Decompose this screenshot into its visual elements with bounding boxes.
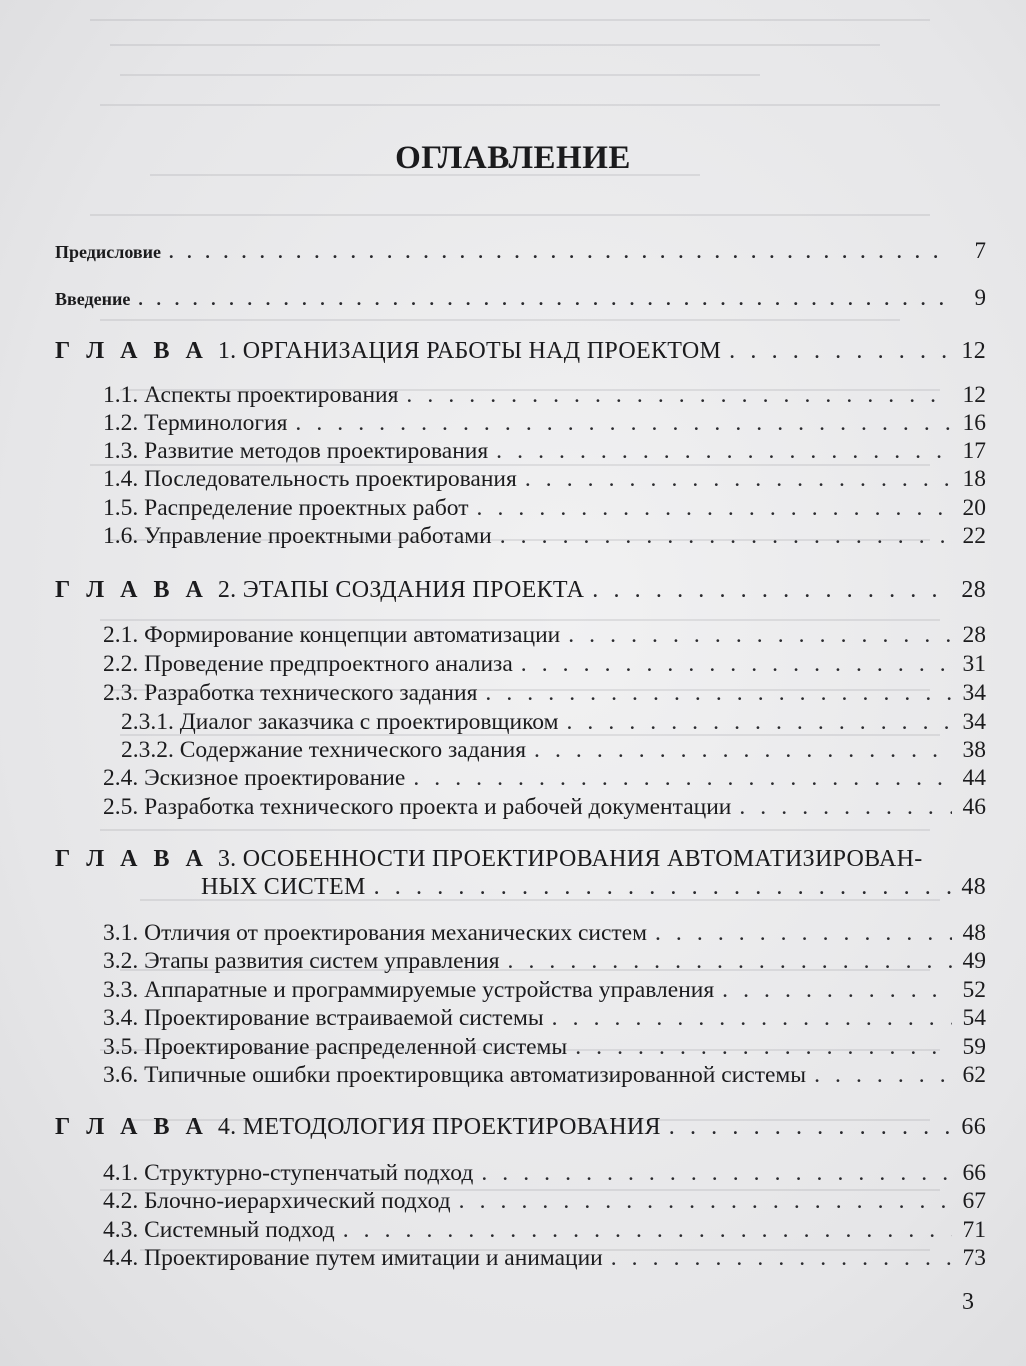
toc-label: 2.2. Проведение предпроектного анализа	[103, 651, 513, 677]
toc-label: 3.4. Проектирование встраиваемой системы	[103, 1005, 544, 1031]
chapter-title: 1. ОРГАНИЗАЦИЯ РАБОТЫ НАД ПРОЕКТОМ	[217, 338, 722, 364]
toc-chapter-2[interactable]	[55, 577, 986, 604]
toc-page-number: 12	[962, 382, 986, 408]
toc-label: 1.3. Развитие методов проектирования	[103, 438, 489, 464]
toc-label: 1.4. Последовательность проектирования	[103, 466, 517, 492]
dot-leader	[508, 948, 952, 975]
toc-chapter-4[interactable]	[55, 1114, 986, 1141]
toc-label: 4.3. Системный подход	[103, 1217, 335, 1243]
toc-label: 1.2. Терминология	[103, 410, 288, 436]
toc-page-number: 7	[974, 238, 986, 263]
toc-section-row[interactable]	[103, 651, 986, 678]
toc-page-number: 46	[962, 794, 986, 820]
toc-label: 3.6. Типичные ошибки проектировщика автоматизированной системы	[103, 1062, 807, 1088]
dot-leader	[552, 1005, 952, 1032]
toc-label: 2.3. Разработка технического задания	[103, 680, 478, 706]
dot-leader	[169, 242, 952, 263]
chapter-heading	[55, 1114, 661, 1141]
toc-label: 4.2. Блочно-иерархический подход	[103, 1188, 451, 1214]
toc-page-number: 44	[962, 765, 986, 791]
dot-leader	[496, 438, 952, 465]
toc-label: 2.1. Формирование концепции автоматизации	[103, 622, 561, 648]
toc-section-row[interactable]	[103, 920, 986, 947]
toc-page-number: 66	[961, 1114, 986, 1140]
toc-page-number: 28	[962, 622, 986, 648]
toc-section-row[interactable]	[103, 794, 986, 821]
toc-label: 2.5. Разработка технического проекта и рабочей документации	[103, 794, 732, 820]
toc-section-row[interactable]	[103, 382, 986, 409]
dot-leader	[138, 289, 952, 310]
toc-section-row[interactable]	[103, 1062, 986, 1089]
toc-subsection-row[interactable]	[121, 737, 986, 764]
page-title: ОГЛАВЛЕНИЕ	[395, 140, 631, 176]
toc-section-row[interactable]	[103, 410, 986, 437]
toc-page-number: 17	[962, 438, 986, 464]
toc-page-number: 31	[962, 651, 986, 677]
toc-page-number: 54	[962, 1005, 986, 1031]
dot-leader	[611, 1245, 952, 1272]
dot-leader	[814, 1062, 952, 1089]
toc-page-number: 34	[962, 680, 986, 706]
chapter-title: 3. ОСОБЕННОСТИ ПРОЕКТИРОВАНИЯ АВТОМАТИЗИРОВАН-	[217, 846, 923, 872]
toc-label: 1.1. Аспекты проектирования	[103, 382, 399, 408]
toc-subsection-row[interactable]	[121, 709, 986, 736]
toc-section-row[interactable]	[103, 948, 986, 975]
toc-section-row[interactable]	[103, 1217, 986, 1244]
toc-page-number: 49	[962, 948, 986, 974]
dot-leader	[485, 680, 952, 707]
dot-leader	[655, 920, 952, 947]
chapter-word: Г Л А В А	[55, 577, 208, 603]
dot-leader	[500, 523, 952, 550]
dot-leader	[413, 765, 952, 792]
toc-page-number: 48	[962, 920, 986, 946]
toc-label: 3.1. Отличия от проектирования механических систем	[103, 920, 647, 946]
toc-page-number: 48	[961, 874, 986, 900]
toc-chapter-3[interactable]	[55, 846, 986, 873]
toc-page-number: 20	[962, 495, 986, 521]
toc-label: 3.5. Проектирование распределенной системы	[103, 1034, 568, 1060]
toc-label: Предисловие	[55, 242, 161, 262]
dot-leader	[521, 651, 952, 678]
toc-section-row[interactable]	[103, 1005, 986, 1032]
chapter-heading	[55, 338, 721, 365]
toc-label: 2.3.1. Диалог заказчика с проектировщиком	[121, 709, 559, 735]
toc-section-row[interactable]	[103, 1160, 986, 1187]
chapter-heading	[55, 846, 923, 873]
chapter-title: 2. ЭТАПЫ СОЗДАНИЯ ПРОЕКТА	[217, 577, 585, 603]
dot-leader	[459, 1188, 952, 1215]
toc-section-row[interactable]	[103, 1188, 986, 1215]
toc-label: 2.3.2. Содержание технического задания	[121, 737, 527, 763]
page-number: 3	[962, 1289, 974, 1315]
chapter-word: Г Л А В А	[55, 338, 208, 364]
dot-leader	[406, 382, 952, 409]
toc-section-row[interactable]	[103, 466, 986, 493]
dot-leader	[729, 338, 952, 365]
toc-label: 1.5. Распределение проектных работ	[103, 495, 469, 521]
toc-section-row[interactable]	[103, 977, 986, 1004]
dot-leader	[566, 709, 952, 736]
toc-section-row[interactable]	[103, 1034, 986, 1061]
toc-chapter-3-continuation[interactable]	[201, 874, 986, 901]
toc-page-number: 66	[962, 1160, 986, 1186]
dot-leader	[669, 1114, 952, 1141]
toc-section-row[interactable]	[103, 622, 986, 649]
chapter-word: Г Л А В А	[55, 846, 208, 872]
toc-page-number: 9	[974, 285, 986, 310]
dot-leader	[739, 794, 952, 821]
toc-label: 1.6. Управление проектными работами	[103, 523, 492, 549]
dot-leader	[481, 1160, 952, 1187]
toc-page-number: 38	[962, 737, 986, 763]
toc-page-number: 18	[962, 466, 986, 492]
toc-label: 3.2. Этапы развития систем управления	[103, 948, 500, 974]
dot-leader	[343, 1217, 952, 1244]
toc-page-number: 34	[962, 709, 986, 735]
dot-leader	[295, 410, 952, 437]
toc-row-introduction[interactable]	[55, 285, 986, 311]
toc-section-row[interactable]	[103, 765, 986, 792]
toc-page-number: 16	[962, 410, 986, 436]
toc-label: 4.4. Проектирование путем имитации и анимации	[103, 1245, 603, 1271]
toc-page-number: 71	[962, 1217, 986, 1243]
toc-row-preface[interactable]	[55, 238, 986, 264]
toc-section-row[interactable]	[103, 1245, 986, 1272]
toc-label: Введение	[55, 289, 131, 309]
toc-page-number: 22	[962, 523, 986, 549]
toc-page-number: 67	[962, 1188, 986, 1214]
toc-section-row[interactable]	[103, 680, 986, 707]
chapter-word: Г Л А В А	[55, 1114, 208, 1140]
chapter-heading	[55, 577, 584, 604]
dot-leader	[374, 874, 952, 901]
toc-page-number: 28	[961, 577, 986, 603]
toc-page-number: 62	[962, 1062, 986, 1088]
dot-leader	[592, 577, 952, 604]
toc-page-number: 12	[961, 338, 986, 364]
toc-chapter-1[interactable]	[55, 338, 986, 365]
toc-page-number: 59	[962, 1034, 986, 1060]
chapter-title-continuation: НЫХ СИСТЕМ	[201, 874, 366, 900]
toc-section-row[interactable]	[103, 495, 986, 522]
dot-leader	[477, 495, 952, 522]
dot-leader	[534, 737, 952, 764]
toc-page-number: 52	[962, 977, 986, 1003]
toc-page-number: 73	[962, 1245, 986, 1271]
toc-label: 2.4. Эскизное проектирование	[103, 765, 406, 791]
toc-section-row[interactable]	[103, 523, 986, 550]
toc-section-row[interactable]	[103, 438, 986, 465]
dot-leader	[568, 622, 952, 649]
toc-label: 4.1. Структурно-ступенчатый подход	[103, 1160, 474, 1186]
dot-leader	[575, 1034, 952, 1061]
chapter-title: 4. МЕТОДОЛОГИЯ ПРОЕКТИРОВАНИЯ	[217, 1114, 661, 1140]
dot-leader	[722, 977, 952, 1004]
toc-label: 3.3. Аппаратные и программируемые устройства управления	[103, 977, 715, 1003]
dot-leader	[525, 466, 952, 493]
